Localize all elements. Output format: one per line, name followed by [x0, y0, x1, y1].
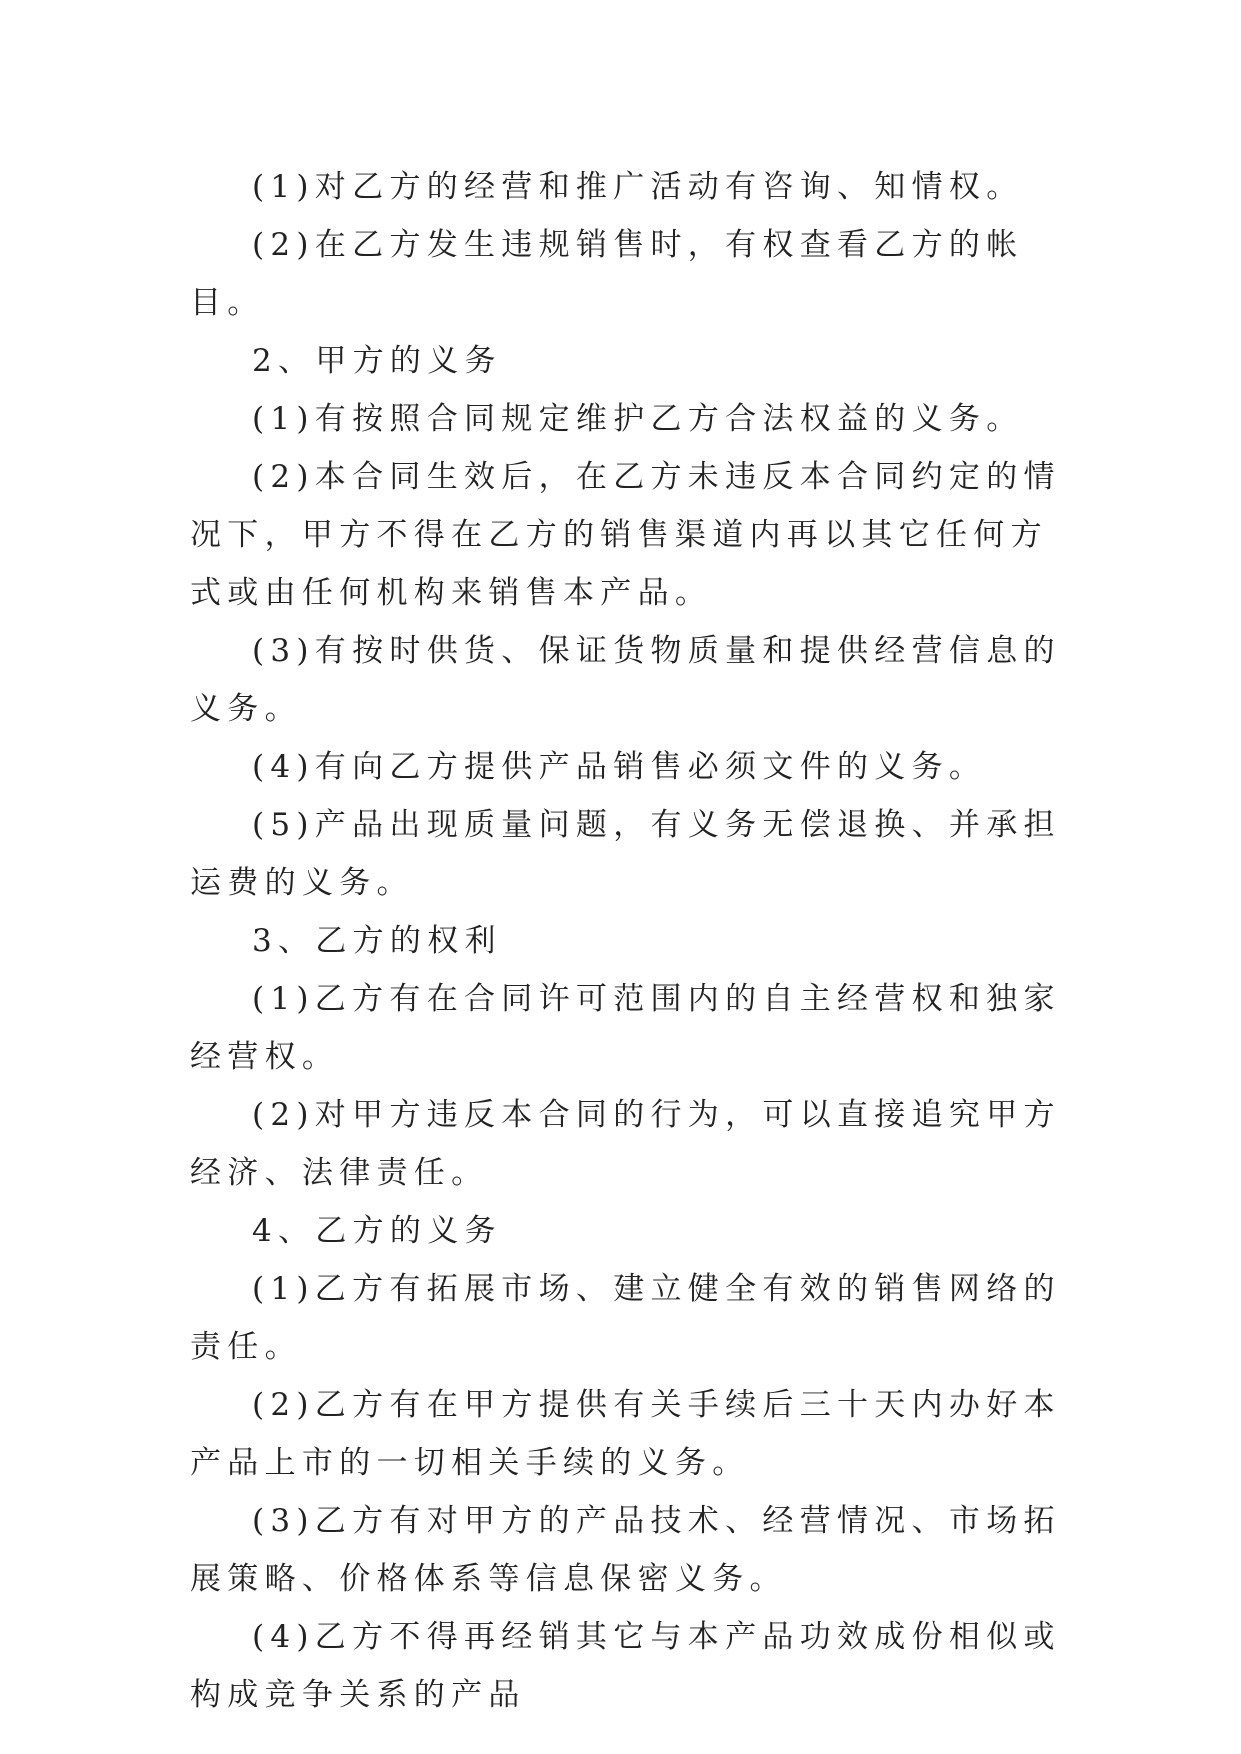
- paragraph-party-a-obligation-1: (1)有按照合同规定维护乙方合法权益的义务。: [252, 401, 1024, 437]
- heading-party-a-obligations: 2、甲方的义务: [252, 343, 502, 379]
- paragraph-party-b-right-2: (2)对甲方违反本合同的行为，可以直接追究甲方经济、法律责任。: [190, 1097, 1061, 1191]
- paragraph-party-a-right-1: (1)对乙方的经营和推广活动有咨询、知情权。: [252, 169, 1024, 205]
- document-body: [190, 158, 1070, 1724]
- paragraph-party-b-obligation-1: (1)乙方有拓展市场、建立健全有效的销售网络的责任。: [190, 1271, 1061, 1365]
- paragraph-party-a-obligation-4: (4)有向乙方提供产品销售必须文件的义务。: [252, 749, 987, 785]
- heading-party-b-rights: 3、乙方的权利: [252, 923, 502, 959]
- paragraph-party-a-obligation-5: (5)产品出现质量问题，有义务无偿退换、并承担运费的义务。: [190, 807, 1061, 901]
- heading-party-b-obligations: 4、乙方的义务: [252, 1213, 502, 1249]
- paragraph-party-a-obligation-2: (2)本合同生效后，在乙方未违反本合同约定的情况下，甲方不得在乙方的销售渠道内再以其它任何方式或由任何机构来销售本产品。: [190, 459, 1061, 611]
- paragraph-party-b-obligation-3: (3)乙方有对甲方的产品技术、经营情况、市场拓展策略、价格体系等信息保密义务。: [190, 1503, 1061, 1597]
- paragraph-party-a-right-2: (2)在乙方发生违规销售时，有权查看乙方的帐目。: [190, 227, 1024, 321]
- paragraph-party-a-obligation-3: (3)有按时供货、保证货物质量和提供经营信息的义务。: [190, 633, 1061, 727]
- paragraph-party-b-obligation-2: (2)乙方有在甲方提供有关手续后三十天内办好本产品上市的一切相关手续的义务。: [190, 1387, 1061, 1481]
- paragraph-party-b-right-1: (1)乙方有在合同许可范围内的自主经营权和独家经营权。: [190, 981, 1061, 1075]
- paragraph-party-b-obligation-4: (4)乙方不得再经销其它与本产品功效成份相似或构成竞争关系的产品: [190, 1619, 1061, 1713]
